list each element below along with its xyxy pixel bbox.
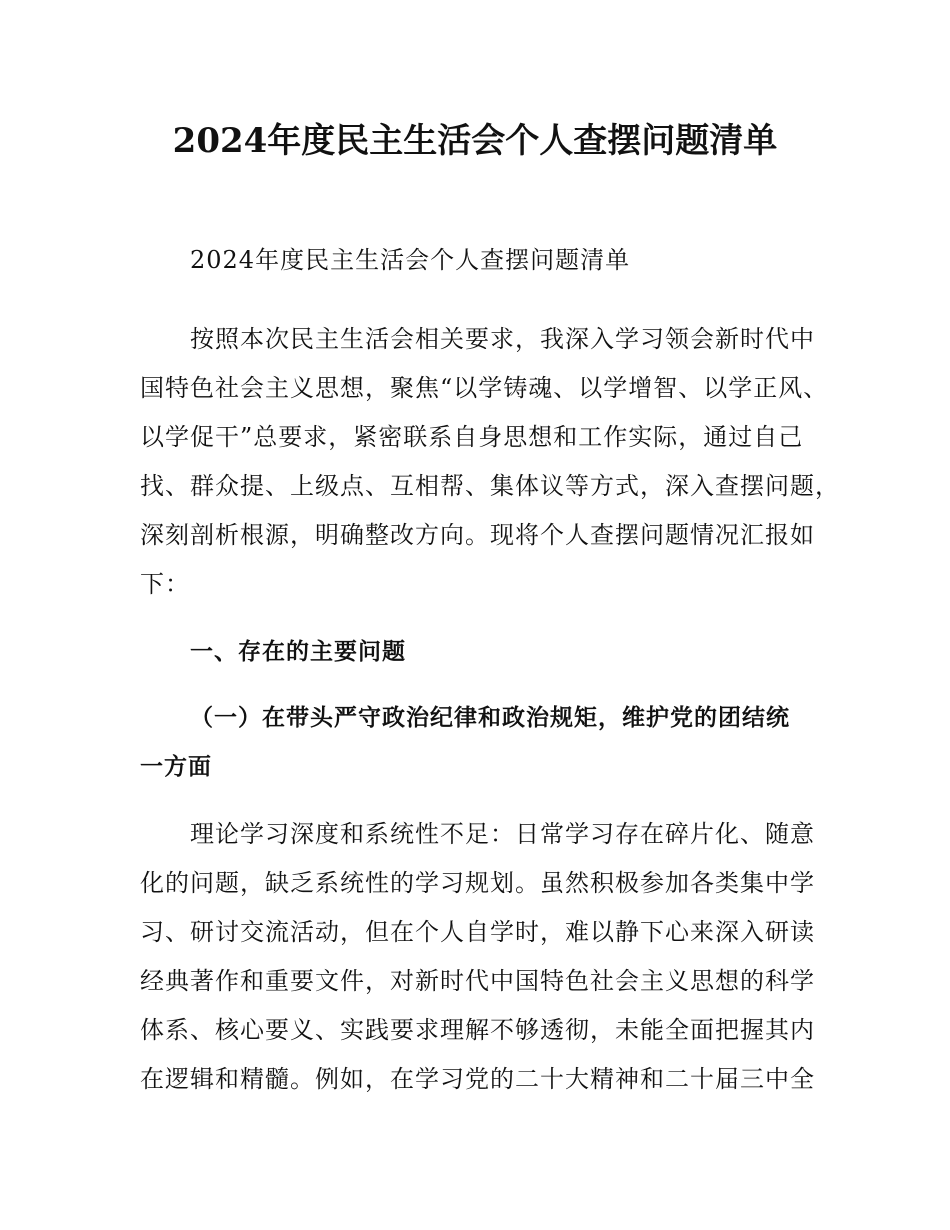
section-heading-text: 一、存在的主要问题	[190, 639, 406, 665]
intro-line: 以学促干”总要求，紧密联系自身思想和工作实际，通过自己	[140, 423, 804, 451]
intro-line: 下：	[140, 570, 190, 598]
paragraph-line: 习、研讨交流活动，但在个人自学时，难以静下心来深入研读	[140, 918, 815, 946]
document-title: 2024年度民主生活会个人查摆问题清单	[172, 121, 778, 161]
intro-line: 国特色社会主义思想，聚焦“以学铸魂、以学增智、以学正风、	[140, 374, 829, 402]
intro-line: 找、群众提、上级点、互相帮、集体议等方式，深入查摆问题，	[140, 472, 840, 500]
subsection-heading-line: （一）在带头严守政治纪律和政治规矩，维护党的团结统	[190, 705, 790, 731]
subtitle-line: 2024年度民主生活会个人查摆问题清单	[190, 246, 631, 274]
paragraph-line: 理论学习深度和系统性不足：日常学习存在碎片化、随意	[190, 820, 815, 848]
document-subtitle	[140, 236, 830, 285]
subsection-heading-line: 一方面	[140, 754, 212, 780]
section-heading	[140, 628, 830, 677]
subsection-heading	[140, 694, 830, 792]
paragraph-line: 经典著作和重要文件，对新时代中国特色社会主义思想的科学	[140, 967, 815, 995]
intro-line: 深刻剖析根源，明确整改方向。现将个人查摆问题情况汇报如	[140, 521, 815, 549]
intro-paragraph	[140, 315, 840, 609]
intro-line: 按照本次民主生活会相关要求，我深入学习领会新时代中	[190, 325, 815, 353]
paragraph-line: 体系、核心要义、实践要求理解不够透彻，未能全面把握其内	[140, 1016, 815, 1044]
paragraph-line: 在逻辑和精髓。例如，在学习党的二十大精神和二十届三中全	[140, 1065, 815, 1093]
paragraph-line: 化的问题，缺乏系统性的学习规划。虽然积极参加各类集中学	[140, 869, 815, 897]
body-paragraph	[140, 810, 830, 1104]
